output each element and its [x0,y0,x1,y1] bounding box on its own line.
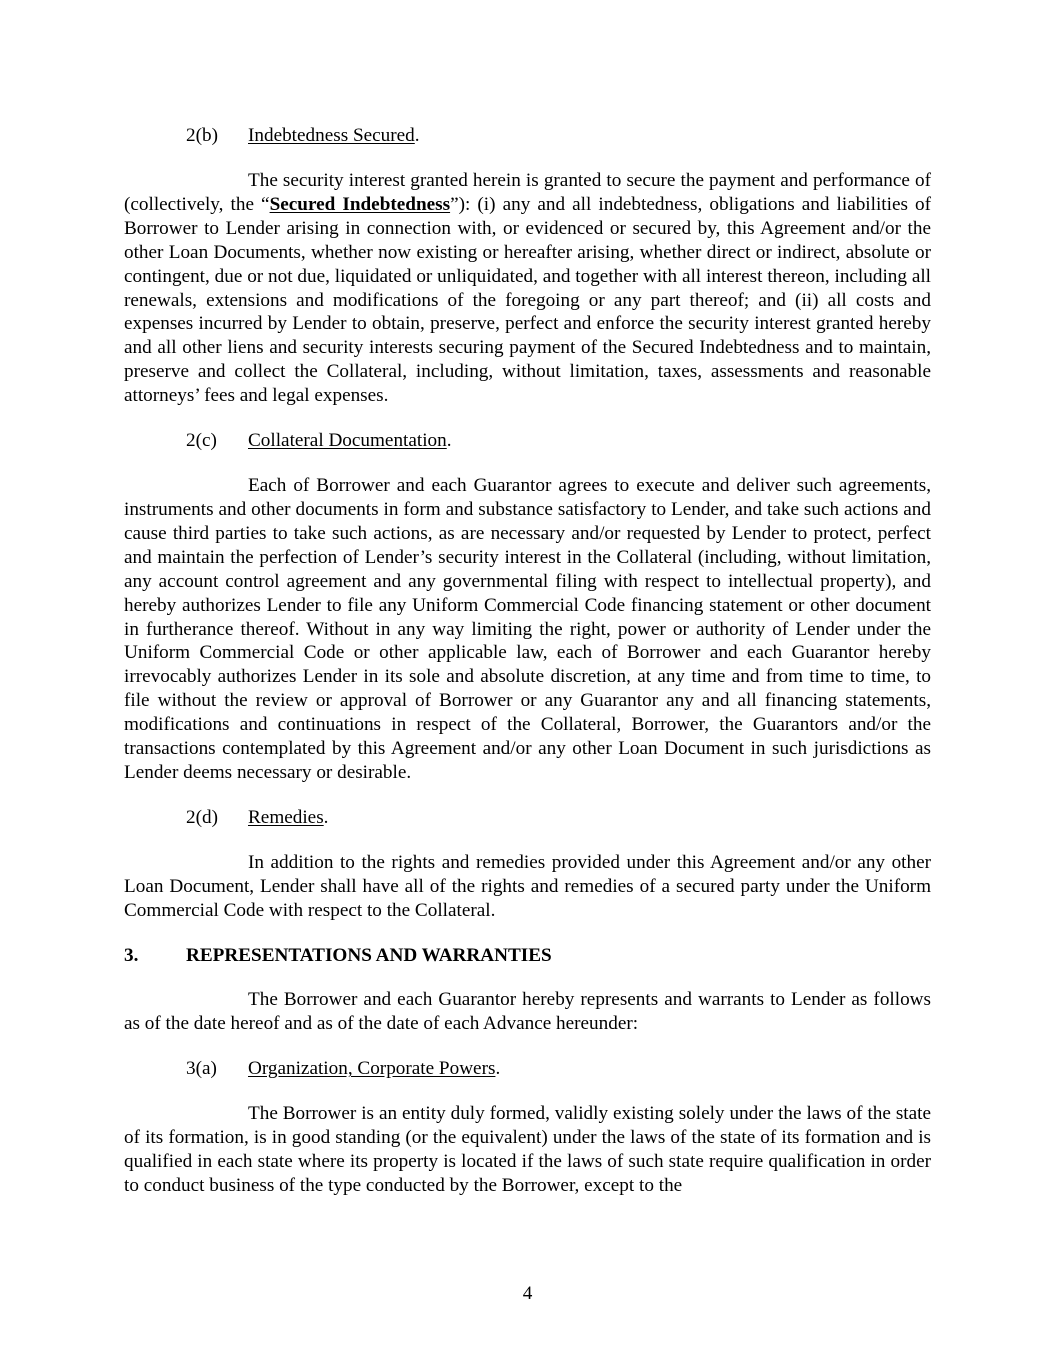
section-number: 2(c) [186,430,217,452]
section-title: Collateral Documentation [248,430,447,452]
section-title: REPRESENTATIONS AND WARRANTIES [186,944,552,966]
section-title: Indebtedness Secured [248,125,415,146]
page-number: 4 [522,1283,533,1304]
section-2d-paragraph: In addition to the rights and remedies provided under this Agreement and/or any other Loan Document, Lender shall have all of the rights and remedies of a secured party under the Uniform Commercial Code with respect to the Collateral. [124,851,931,921]
section-2c-paragraph: Each of Borrower and each Guarantor agrees to execute and deliver such agreements, instruments and other documents in form and substance satisfactory to Lender, and take such actions and cause third parties to take such actions, as are necessary and/or requested by Lender to protect, perfect and maintain the perfection of Lender’s security interest in the Collateral (including, without limitation, any account control agreement and any governmental filing with respect to intellectual property), and hereby authorizes Lender to file any Uniform Commercial Code financing statement or other document in furtherance thereof. Without in any way limiting the right, power or authority of Lender under the Uniform Commercial Code or other applicable law, each of Borrower and each Guarantor hereby irrevocably authorizes Lender in its sole and absolute discretion, at any time and from time to time, to file without the review or approval of Borrower or any Guarantor any and all financing statements, modifications and continuations in respect of the Collateral, Borrower, the Guarantors and/or the transactions contemplated by this Agreement and/or any other Loan Document in such jurisdictions as Lender deems necessary or desirable. [124,475,931,783]
section-3-paragraph: The Borrower and each Guarantor hereby represents and warrants to Lender as follows as of the date hereof and as of the date of each Advance hereunder: [124,989,931,1035]
section-number: 2(d) [186,806,218,828]
section-3a-heading: 3(a) Organization, Corporate Powers. [124,1057,931,1081]
section-3-heading [124,944,931,968]
section-2d-heading: 2(d) Remedies. [124,806,931,830]
section-2c-heading: 2(c) Collateral Documentation. [124,429,931,453]
document-page [124,124,931,1198]
section-3a-paragraph: The Borrower is an entity duly formed, validly existing solely under the laws of the state of its formation, is in good standing (or the equivalent) under the laws of the state of its formation and is qualified in each state where its property is located if the laws of such state require qualification in order to conduct business of the type conducted by the Borrower, except to the [124,1103,931,1196]
defined-term: Secured Indebtedness [269,193,451,215]
section-2b-paragraph: The security interest granted herein is granted to secure the payment and performance of (collectively, the “Secured Indebtedness”): (i) any and all indebtedness, obligations and liabilities of Borrower to Lender arising in connection with, or evidenced or secured by, this Agreement and/or the other Loan Documents, whether now existing or hereafter arising, whether direct or indirect, absolute or contingent, due or not due, liquidated or unliquidated, and together with all interest thereon, including all renewals, extensions and modifications of the foregoing or any part thereof; and (ii) all costs and expenses incurred by Lender to obtain, preserve, perfect and enforce the security interest granted hereby and all other liens and security interests securing payment of the Secured Indebtedness and to maintain, preserve and collect the Collateral, including, without limitation, taxes, assessments and reasonable attorneys’ fees and legal expenses. [124,170,931,407]
section-number: 3. [124,944,139,966]
section-number: 3(a) [186,1058,217,1080]
section-2b-heading: 2(b) Indebtedness Secured. [124,124,931,148]
section-title: Organization, Corporate Powers [248,1058,496,1080]
section-number: 2(b) [186,125,218,146]
section-title: Remedies [248,806,324,828]
